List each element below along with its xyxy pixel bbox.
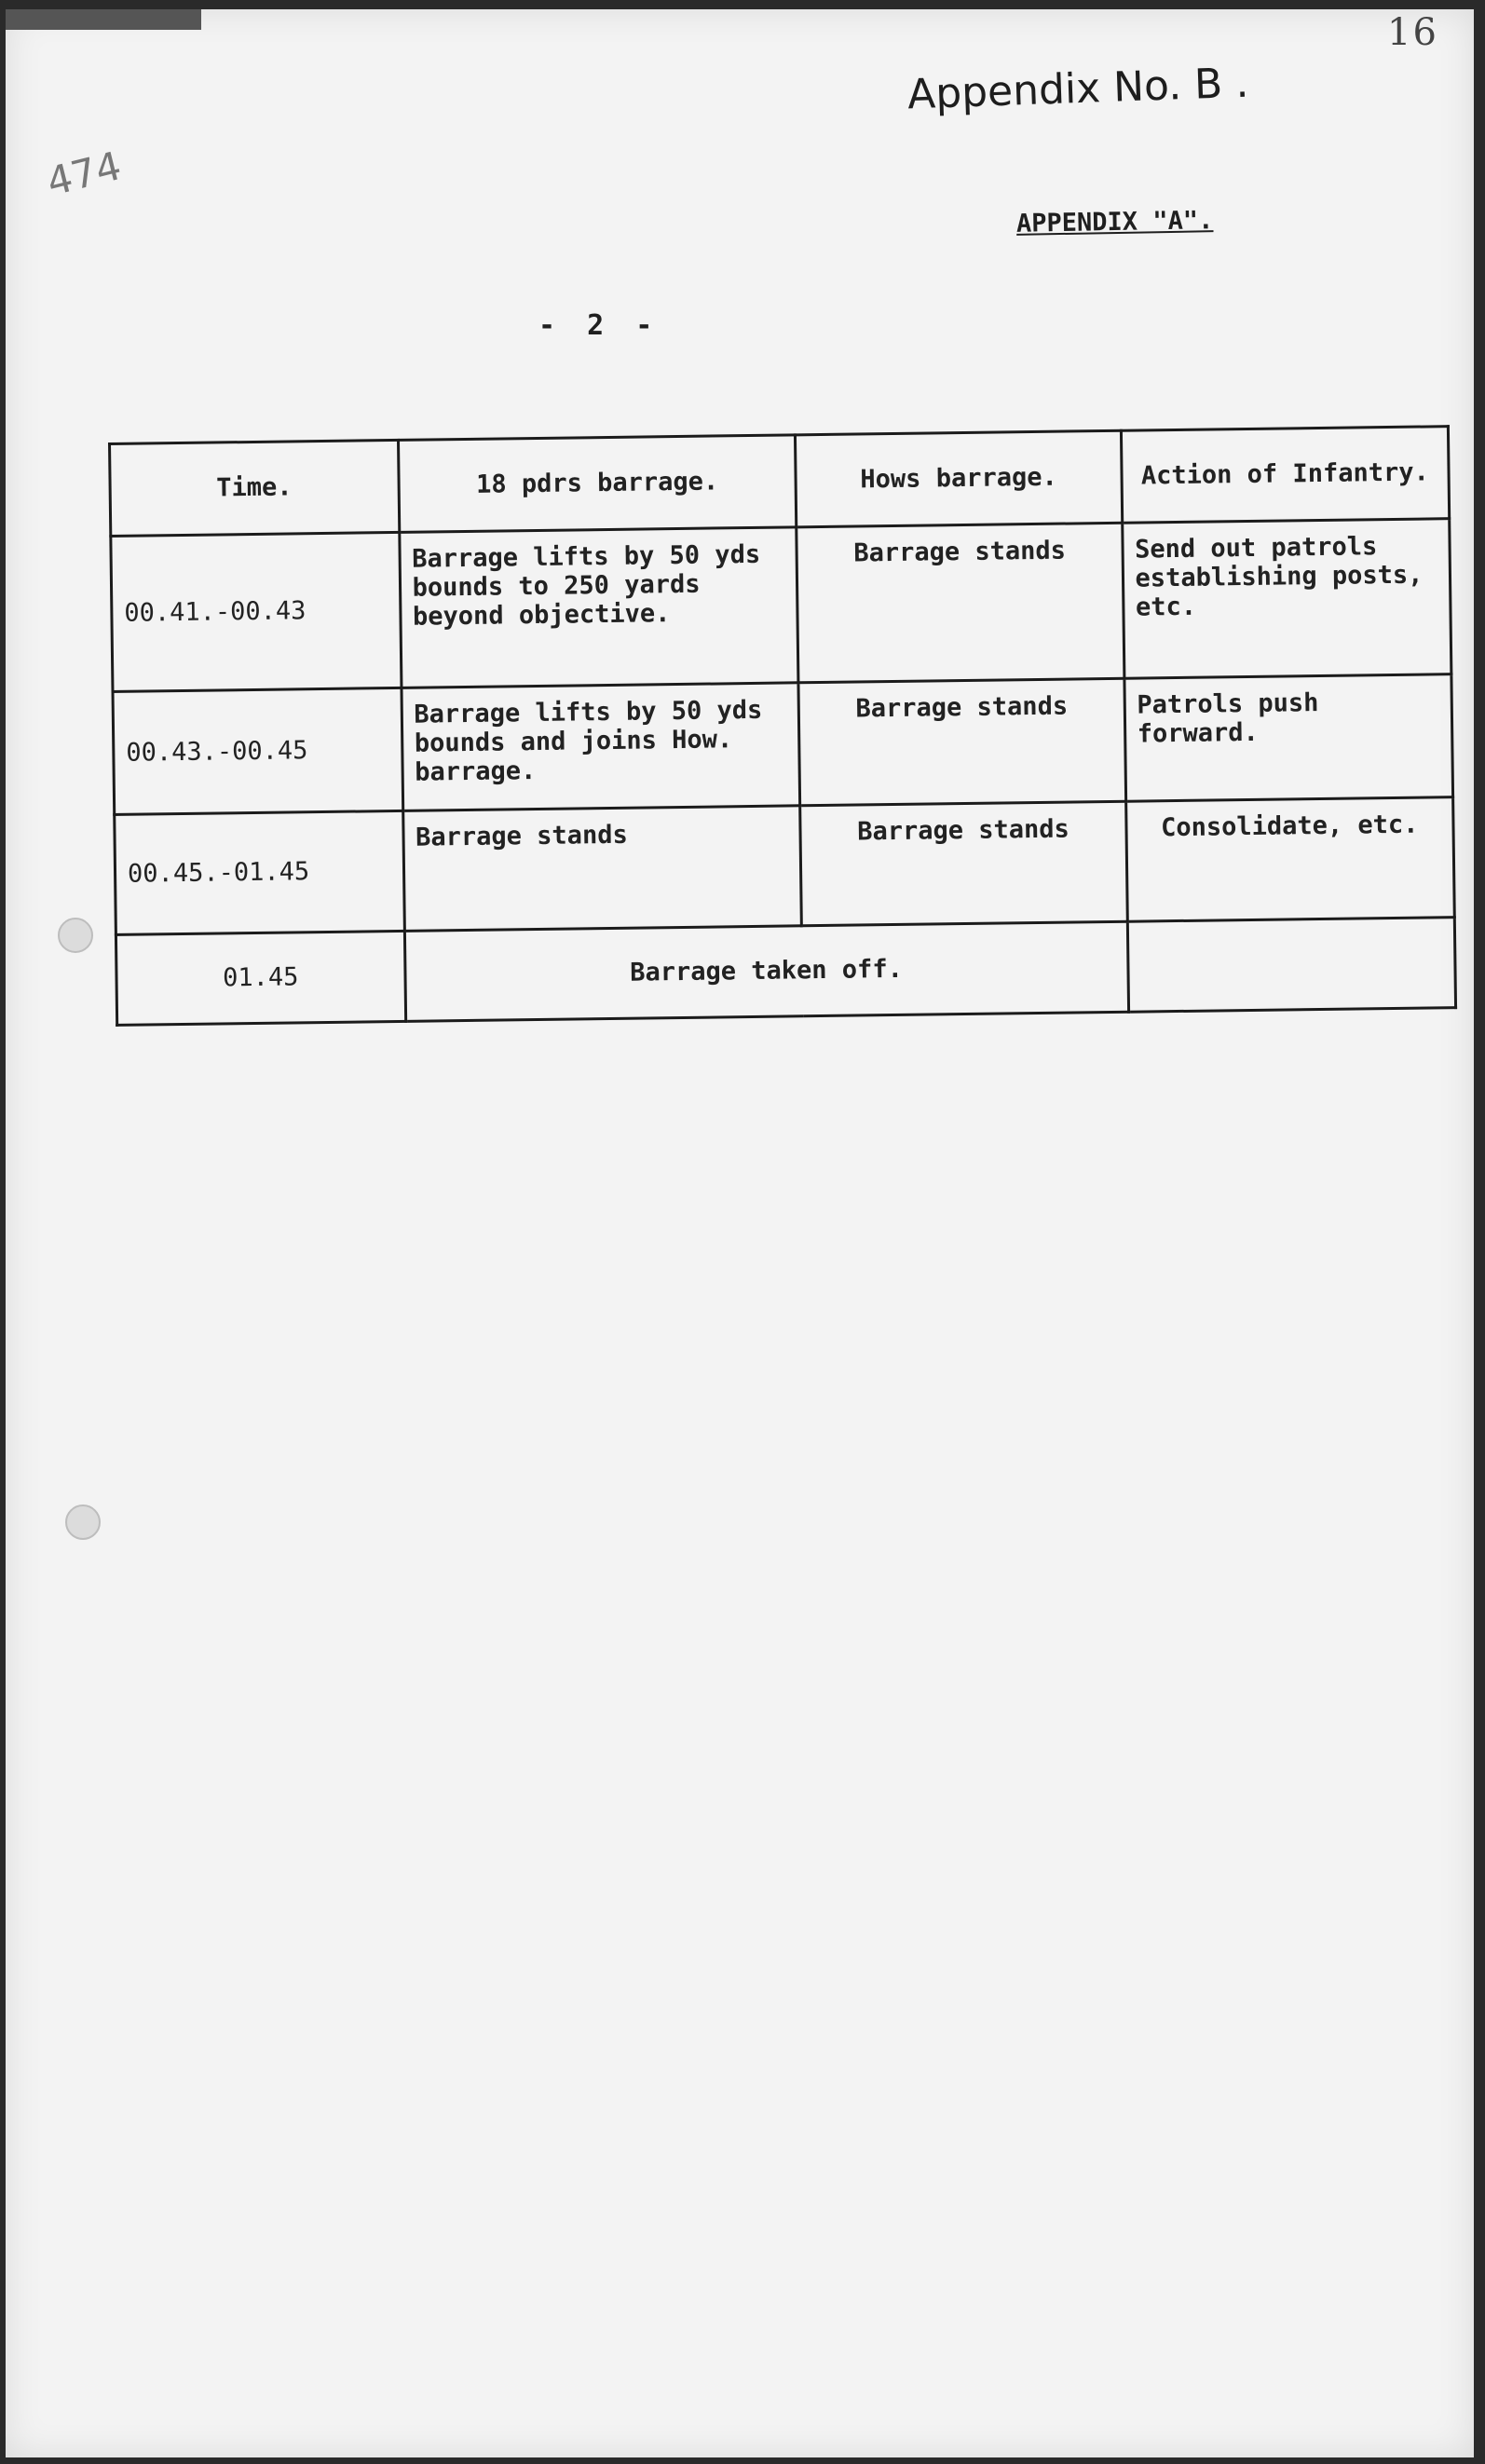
- handwritten-appendix-label: Appendix No. B .: [906, 59, 1250, 119]
- table-row: [115, 797, 1455, 935]
- cell-infantry: Send out patrols establishing posts, etc.: [1122, 519, 1451, 679]
- table-row: [113, 674, 1453, 815]
- header-18pdrs: 18 pdrs barrage.: [398, 435, 797, 533]
- header-time: Time.: [110, 440, 400, 536]
- header-hows: Hows barrage.: [796, 430, 1122, 527]
- archive-number: 474: [42, 143, 126, 205]
- cell-empty: [1127, 918, 1456, 1013]
- cell-infantry: Patrols push forward.: [1124, 674, 1452, 802]
- folio-number: 16: [1387, 11, 1438, 54]
- cell-time: 00.43.-00.45: [113, 687, 402, 814]
- header-infantry: Action of Infantry.: [1121, 427, 1450, 524]
- barrage-schedule-table: [108, 425, 1457, 1027]
- cell-hows: Barrage stands: [797, 523, 1124, 683]
- typed-appendix-heading: APPENDIX "A".: [1015, 206, 1214, 238]
- cell-hows: Barrage stands: [798, 678, 1125, 806]
- table-row: [111, 519, 1451, 692]
- document-page: [6, 9, 1474, 2457]
- cell-hows: Barrage stands: [800, 801, 1127, 926]
- cell-18pdrs: Barrage lifts by 50 yds bounds to 250 yards beyond objective.: [399, 527, 798, 688]
- punch-hole: [58, 918, 93, 953]
- cell-18pdrs: Barrage lifts by 50 yds bounds and joins How. barrage.: [402, 683, 801, 811]
- table-header-row: [110, 427, 1450, 537]
- cell-barrage-note: Barrage taken off.: [404, 921, 1128, 1021]
- punch-hole: [65, 1504, 101, 1540]
- page-number: - 2 -: [538, 309, 661, 342]
- cell-infantry: Consolidate, etc.: [1125, 797, 1454, 922]
- cell-time: 00.41.-00.43: [111, 532, 402, 691]
- cell-time: 01.45: [116, 931, 405, 1025]
- cell-time: 00.45.-01.45: [115, 810, 404, 934]
- binding-tape: [6, 9, 201, 30]
- cell-18pdrs: Barrage stands: [402, 806, 802, 932]
- table-row: [116, 918, 1455, 1026]
